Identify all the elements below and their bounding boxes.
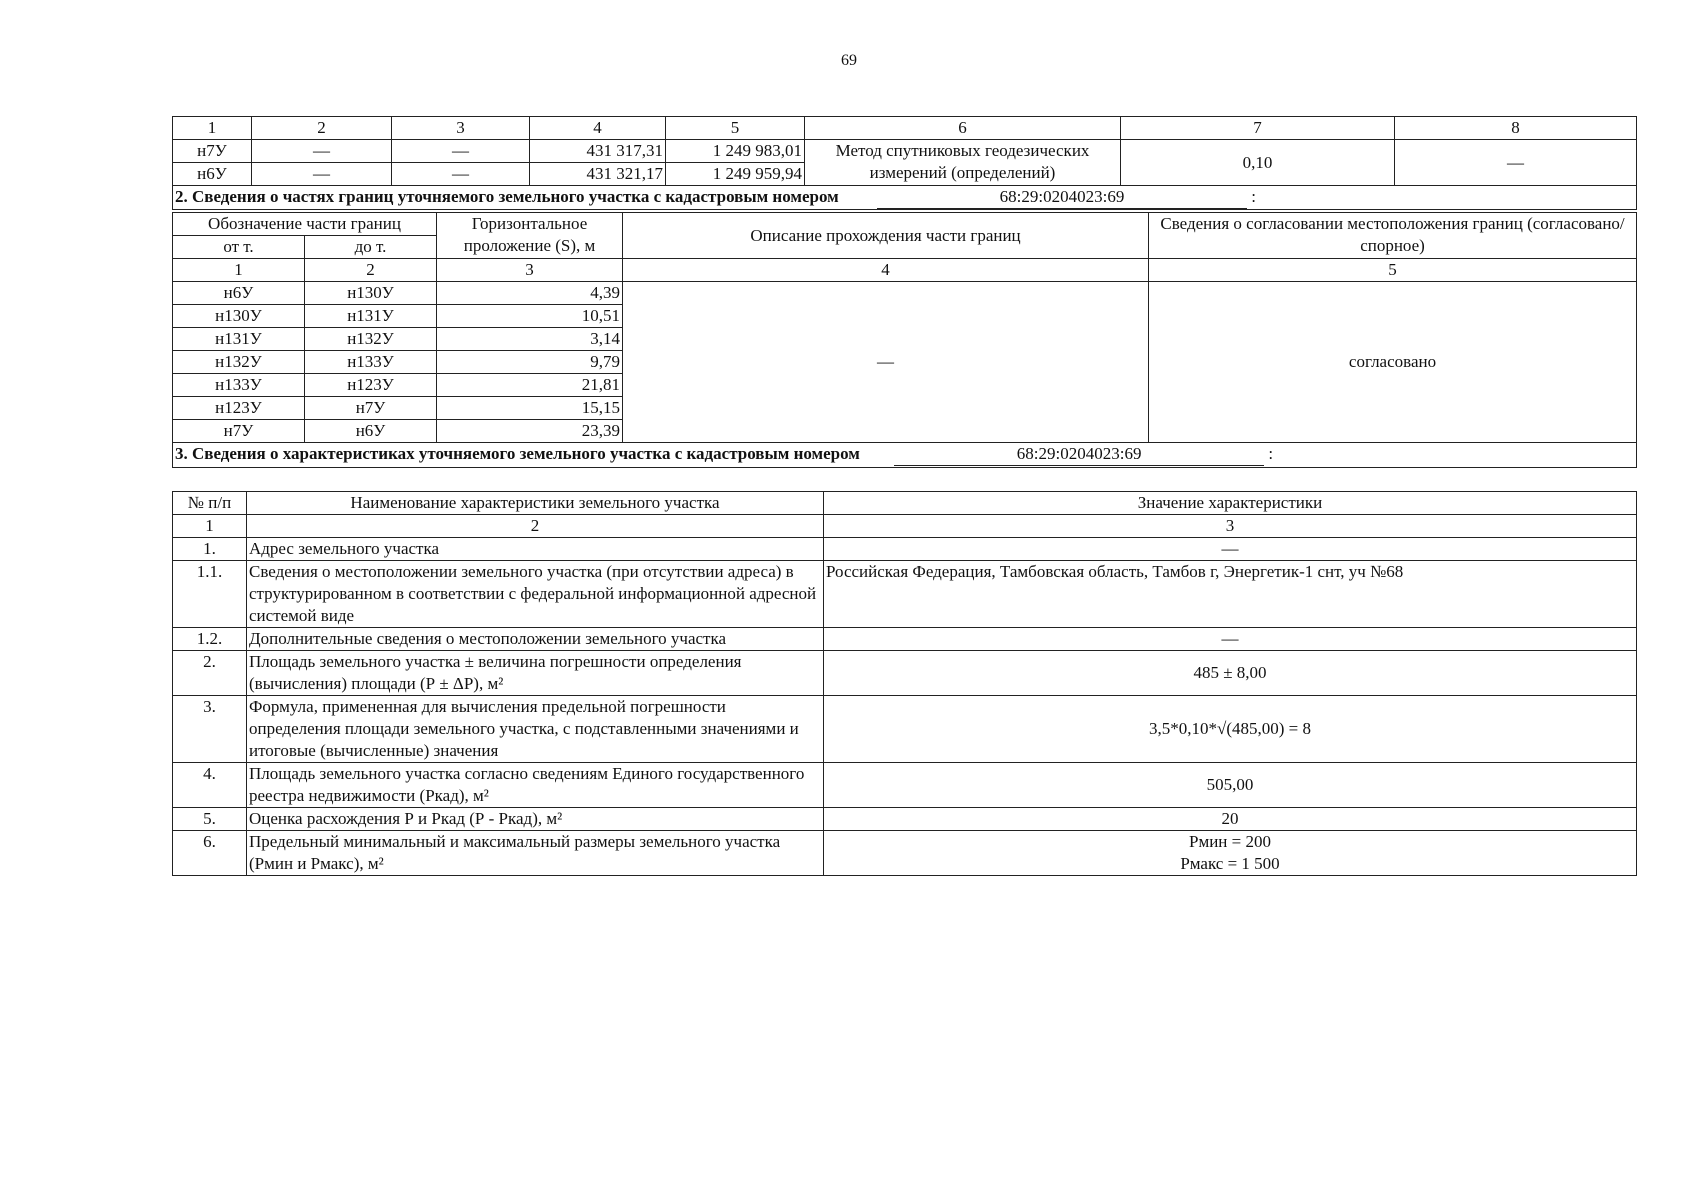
col-num: 3: [824, 515, 1637, 538]
cell: —: [252, 140, 392, 163]
col-num: 2: [252, 117, 392, 140]
characteristic-name: Площадь земельного участка ± величина погрешности определения (вычисления) площади (Р ± ΔР), м²: [247, 651, 824, 696]
accuracy-cell: 0,10: [1121, 140, 1395, 186]
col-num: 1: [173, 515, 247, 538]
from-point: н130У: [173, 305, 305, 328]
section-3-title: 3. Сведения о характеристиках уточняемого земельного участка с кадастровым номером: [175, 444, 860, 463]
from-point: н123У: [173, 397, 305, 420]
page-number: 69: [841, 52, 857, 69]
horizontal-value: 4,39: [437, 282, 623, 305]
characteristic-name: Формула, примененная для вычисления предельной погрешности определения площади земельного участка, с подставленными значениями и итоговые (вычисленные) значения: [247, 696, 824, 763]
row-num: 1.1.: [173, 561, 247, 628]
coord-y: 1 249 959,94: [666, 163, 805, 186]
value-max: Рмакс = 1 500: [1180, 854, 1280, 873]
characteristic-name: Оценка расхождения Р и Ркад (Р - Ркад), м²: [247, 808, 824, 831]
row-num: 2.: [173, 651, 247, 696]
coord-x: 431 321,17: [530, 163, 666, 186]
characteristics-num-row: [173, 515, 1637, 538]
horizontal-value: 15,15: [437, 397, 623, 420]
col-num: 2: [247, 515, 824, 538]
section-2-title: 2. Сведения о частях границ уточняемого земельного участка с кадастровым номером: [175, 187, 839, 206]
header-num: № п/п: [173, 492, 247, 515]
agreement-value: согласовано: [1149, 282, 1637, 443]
from-point: н7У: [173, 420, 305, 443]
value-min: Рмин = 200: [1189, 832, 1271, 851]
col-num: 4: [623, 259, 1149, 282]
table-row: [173, 561, 1637, 628]
boundary-parts-table: [172, 212, 1637, 468]
to-point: н131У: [305, 305, 437, 328]
header-designation: Обозначение части границ: [173, 213, 437, 236]
boundary-header-row: [173, 213, 1637, 236]
characteristic-value: Российская Федерация, Тамбовская область, Тамбов г, Энергетик-1 снт, уч №68: [824, 561, 1637, 628]
row-num: 6.: [173, 831, 247, 876]
characteristic-name: Дополнительные сведения о местоположении земельного участка: [247, 628, 824, 651]
table-row: [173, 628, 1637, 651]
header-agreement: Сведения о согласовании местоположения границ (согласовано/спорное): [1149, 213, 1637, 259]
horizontal-value: 21,81: [437, 374, 623, 397]
section-3-cadastral: 68:29:0204023:69: [894, 443, 1264, 466]
col-num: 5: [666, 117, 805, 140]
to-point: н133У: [305, 351, 437, 374]
from-point: н132У: [173, 351, 305, 374]
header-to: до т.: [305, 236, 437, 259]
col-num: 2: [305, 259, 437, 282]
col-num: 3: [392, 117, 530, 140]
col-num: 4: [530, 117, 666, 140]
col-num: 8: [1395, 117, 1637, 140]
cell: —: [392, 163, 530, 186]
characteristic-name: Сведения о местоположении земельного участка (при отсутствии адреса) в структурированном в соответствии с федеральной информационной адресной системой виде: [247, 561, 824, 628]
cell: —: [392, 140, 530, 163]
header-horizontal: Горизонтальное проложение (S), м: [437, 213, 623, 259]
col-num: 1: [173, 259, 305, 282]
characteristic-value: —: [824, 538, 1637, 561]
horizontal-value: 3,14: [437, 328, 623, 351]
coordinates-table: [172, 116, 1637, 210]
table-row: [173, 696, 1637, 763]
table-row: [173, 808, 1637, 831]
header-description: Описание прохождения части границ: [623, 213, 1149, 259]
colon: :: [1251, 187, 1256, 206]
method-cell: Метод спутниковых геодезических измерений (определений): [805, 140, 1121, 186]
table-row: [173, 282, 1637, 305]
point-name: н7У: [173, 140, 252, 163]
to-point: н7У: [305, 397, 437, 420]
boundary-num-row: [173, 259, 1637, 282]
characteristic-value: [824, 831, 1637, 876]
characteristic-name: Предельный минимальный и максимальный размеры земельного участка (Рмин и Рмакс), м²: [247, 831, 824, 876]
col-num: 6: [805, 117, 1121, 140]
row-num: 1.2.: [173, 628, 247, 651]
from-point: н133У: [173, 374, 305, 397]
header-name: Наименование характеристики земельного участка: [247, 492, 824, 515]
to-point: н6У: [305, 420, 437, 443]
cell: —: [1395, 140, 1637, 186]
row-num: 3.: [173, 696, 247, 763]
coord-x: 431 317,31: [530, 140, 666, 163]
cell: —: [252, 163, 392, 186]
horizontal-value: 23,39: [437, 420, 623, 443]
characteristic-value: 20: [824, 808, 1637, 831]
col-num: 7: [1121, 117, 1395, 140]
characteristics-header-row: [173, 492, 1637, 515]
section-2-title-row: [173, 186, 1637, 210]
characteristic-value: 505,00: [824, 763, 1637, 808]
characteristic-value: —: [824, 628, 1637, 651]
table-row: [173, 763, 1637, 808]
table-row: [173, 651, 1637, 696]
row-num: 4.: [173, 763, 247, 808]
from-point: н131У: [173, 328, 305, 351]
description-value: —: [623, 282, 1149, 443]
col-num: 3: [437, 259, 623, 282]
table-row: [173, 140, 1637, 163]
to-point: н130У: [305, 282, 437, 305]
table-row: [173, 538, 1637, 561]
section-2-cadastral: 68:29:0204023:69: [877, 186, 1247, 209]
coordinates-header-row: [173, 117, 1637, 140]
header-from: от т.: [173, 236, 305, 259]
characteristic-name: Адрес земельного участка: [247, 538, 824, 561]
horizontal-value: 10,51: [437, 305, 623, 328]
row-num: 1.: [173, 538, 247, 561]
characteristic-value: 3,5*0,10*√(485,00) = 8: [824, 696, 1637, 763]
col-num: 5: [1149, 259, 1637, 282]
row-num: 5.: [173, 808, 247, 831]
coord-y: 1 249 983,01: [666, 140, 805, 163]
horizontal-value: 9,79: [437, 351, 623, 374]
table-row: [173, 831, 1637, 876]
characteristic-value: 485 ± 8,00: [824, 651, 1637, 696]
characteristics-table: [172, 491, 1637, 876]
characteristic-name: Площадь земельного участка согласно сведениям Единого государственного реестра недвижимости (Ркад), м²: [247, 763, 824, 808]
to-point: н132У: [305, 328, 437, 351]
section-3-title-row: [173, 443, 1637, 468]
header-value: Значение характеристики: [824, 492, 1637, 515]
colon: :: [1268, 444, 1274, 463]
from-point: н6У: [173, 282, 305, 305]
point-name: н6У: [173, 163, 252, 186]
to-point: н123У: [305, 374, 437, 397]
col-num: 1: [173, 117, 252, 140]
